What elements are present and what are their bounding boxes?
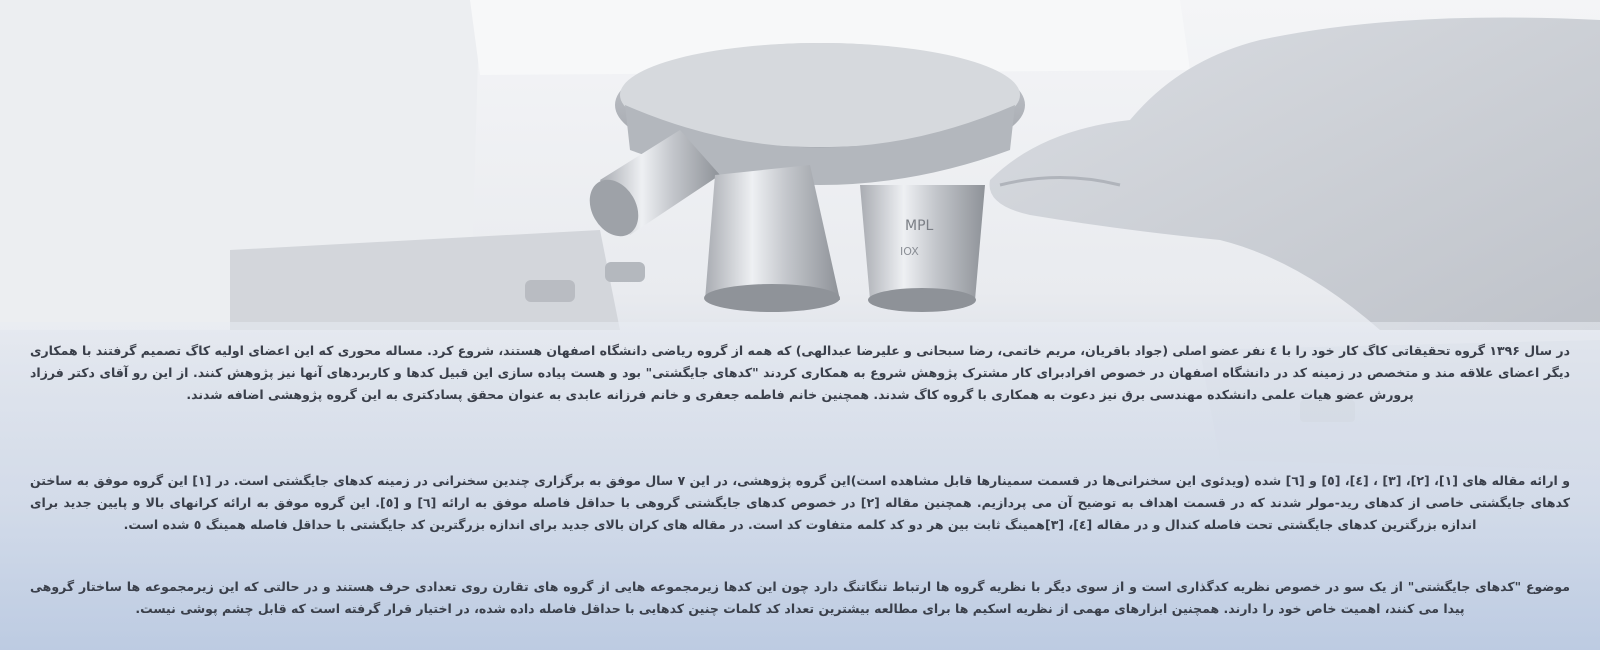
intro-paragraph: در سال ۱۳۹۶ گروه تحقیقاتی کاگ کار خود را با ٤ نفر عضو اصلی (جواد باقریان، مریم خاتمی، رضا سبحانی و علیرضا عبدالهی) که همه از گروه ریاضی دانشگاه اصفهان هستند، شروع کرد. مساله محوری که این اعضای اولیه کاگ تصمیم گرفتند با همکاری دیگر اعضای علاقه مند و متخصص در زمینه کد در دانشگاه اصفهان در خصوص افرادبرای کار مشترک پژوهش شروع به همکاری کردند "کدهای جایگشتی" بود و هست پیاده سازی این قبیل کدها و کاربردهای آنها نیز پژوهش کنند. از این رو آقای دکتر فرزاد پرورش عضو هیات علمی دانشکده مهندسی برق نیز دعوت به همکاری با گروه کاگ شدند. همچنین خانم فاطمه جعفری و خانم فرزانه عابدی به عنوان محقق پسادکتری به این گروه پژوهشی اضافه شدند.	[30, 342, 1571, 402]
achievements-paragraph: و ارائه مقاله های [۱]، [۲]، [۳] ، [٤]، [٥] و [٦] شده (ویدئوی این سخنرانی‌ها در قسمت سمینارها قابل مشاهده است)این گروه پژوهشی، در این ۷ سال موفق به برگزاری چندین سخنرانی در زمینه کدهای جایگشتی است. در [۱] این گروه موفق به ساختن کدهای جایگشتی خاصی از کدهای رید-مولر شدند که در قسمت اهداف به توضیح آن می پردازیم. همچنین مقاله [۲] در خصوص کدهای جایگشتی گروهی با حداقل فاصله موفق به ارائه [٦] و [٥]. این گروه موفق به ارائه کرانهای بالا و پایین جدید برای اندازه بزرگترین کدهای جایگشتی تحت فاصله کندال و در مقاله [٤]، [۳]همینگ ثابت بین هر دو کد کلمه متفاوت کد است. در مقاله های کران بالای جدید برای اندازه بزرگترین کد جایگشتی با حداقل فاصله همینگ ٥ شده است.	[30, 472, 1571, 532]
topic-paragraph: موضوع "کدهای جایگشتی" از یک سو در خصوص نظریه کدگذاری است و از سوی دیگر با نظریه گروه ها ارتباط تنگاتنگ دارد چون این کدها زیرمجموعه هایی از گروه های تقارن روی تعدادی حرف هستند و در حالتی که این زیرمجموعه ها ساختار گروهی پیدا می کنند، اهمیت خاص خود را دارند. همچنین ابزارهای مهمی از نظریه اسکیم ها برای مطالعه بیشترین تعداد کد کلمات چنین کدهایی با حداقل فاصله داده شده، در اختیار قرار گرفته است که قابل چشم پوشی نیست.	[30, 578, 1570, 616]
lens-marking-text-2: IOX	[900, 245, 919, 258]
lens-marking-text: MPL	[905, 218, 934, 234]
